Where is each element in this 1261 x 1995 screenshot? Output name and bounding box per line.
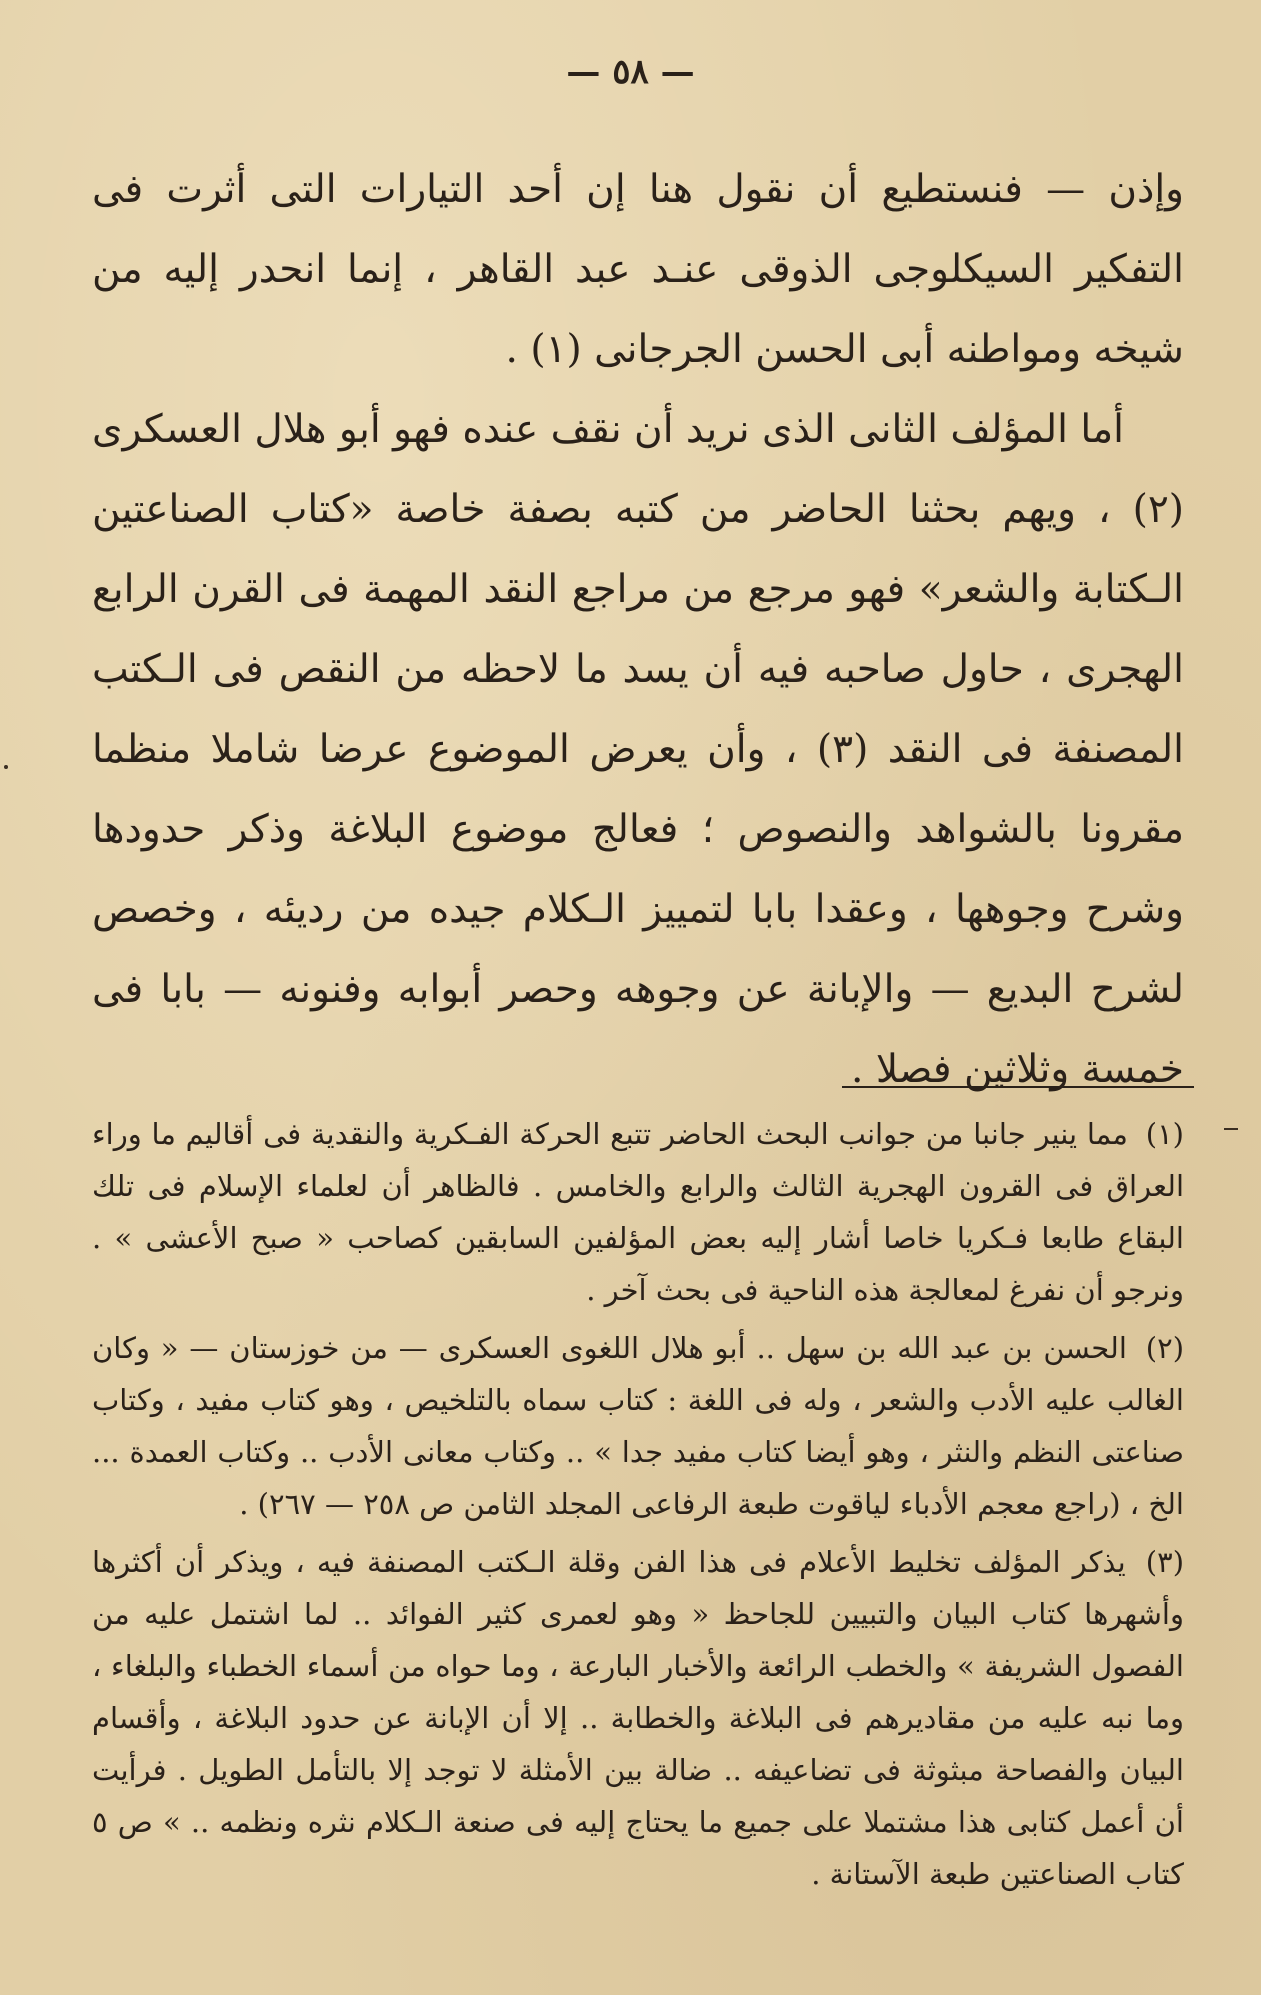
margin-mark (1224, 1128, 1238, 1130)
margin-dot (4, 765, 8, 769)
page-number: — ٥٨ — (566, 52, 695, 92)
footnote (92, 1536, 1184, 1900)
footnote-text: يذكر المؤلف تخليط الأعلام فى هذا الفن وقلة الـكتب المصنفة فيه ، ويذكر أن أكثرها وأشهرها كتاب البيان والتبيين للجاحظ « وهو لعمرى كثير الفوائد .. لما اشتمل عليه من الفصول الشريفة » والخطب الرائعة والأخبار البارعة ، وما حواه من أسماء الخطباء والبلغاء ، وما نبه عليه من مقاديرهم فى البلاغة والخطابة .. إلا أن الإبانة عن حدود البلاغة ، وأقسام البيان والفصاحة مبثوثة فى تضاعيفه .. ضالة بين الأمثلة لا توجد إلا بالتأمل الطويل . فرأيت أن أعمل كتابى هذا مشتملا على جميع ما يحتاج إليه فى صنعة الـكلام نثره ونظمه .. » ص ٥ كتاب الصناعتين طبعة الآستانة . (92, 1545, 1184, 1891)
footnotes (92, 1108, 1184, 1906)
footnote-number: (١) (1145, 1117, 1184, 1151)
footnote (92, 1322, 1184, 1530)
footnote-number: (٢) (1145, 1331, 1185, 1365)
main-text (92, 150, 1184, 1110)
footnote-text: مما ينير جانبا من جوانب البحث الحاضر تتبع الحركة الفـكرية والنقدية فى أقاليم ما وراء العراق فى القرون الهجرية الثالث والرابع والخامس . فالظاهر أن لعلماء الإسلام فى تلك البقاع طابعا فـكريا خاصا أشار إليه بعض المؤلفين السابقين كصاحب « صبح الأعشى » . ونرجو أن نفرغ لمعالجة هذه الناحية فى بحث آخر . (92, 1117, 1184, 1307)
paragraph: أما المؤلف الثانى الذى نريد أن نقف عنده فهو أبو هلال العسكرى (٢) ، ويهم بحثنا الحاضر من كتبه بصفة خاصة «كتاب الصناعتين الـكتابة والشعر» فهو مرجع من مراجع النقد المهمة فى القرن الرابع الهجرى ، حاول صاحبه فيه أن يسد ما لاحظه من النقص فى الـكتب المصنفة فى النقد (٣) ، وأن يعرض الموضوع عرضا شاملا منظما مقرونا بالشواهد والنصوص ؛ فعالج موضوع البلاغة وذكر حدودها وشرح وجوهها ، وعقدا بابا لتمييز الـكلام جيده من رديئه ، وخصص لشرح البديع — والإبانة عن وجوهه وحصر أبوابه وفنونه — بابا فى خمسة وثلاثين فصلا . (92, 407, 1185, 1092)
paragraph: وإذن — فنستطيع أن نقول هنا إن أحد التيارات التى أثرت فى التفكير السيكلوجى الذوقى عنـد عبد القاهر ، إنما انحدر إليه من شيخه ومواطنه أبى الحسن الجرجانى (١) . (92, 167, 1184, 372)
footnote (92, 1108, 1184, 1316)
footnote-text: الحسن بن عبد الله بن سهل .. أبو هلال اللغوى العسكرى — من خوزستان — « وكان الغالب عليه الأدب والشعر ، وله فى اللغة : كتاب سماه بالتلخيص ، وهو كتاب مفيد ، وكتاب صناعتى النظم والنثر ، وهو أيضا كتاب مفيد جدا » .. وكتاب معانى الأدب .. وكتاب العمدة ... الخ ، (راجع معجم الأدباء لياقوت طبعة الرفاعى المجلد الثامن ص ٢٥٨ — ٢٦٧) . (92, 1331, 1184, 1521)
footnote-number: (٣) (1145, 1545, 1185, 1579)
footnote-separator (842, 1086, 1194, 1088)
